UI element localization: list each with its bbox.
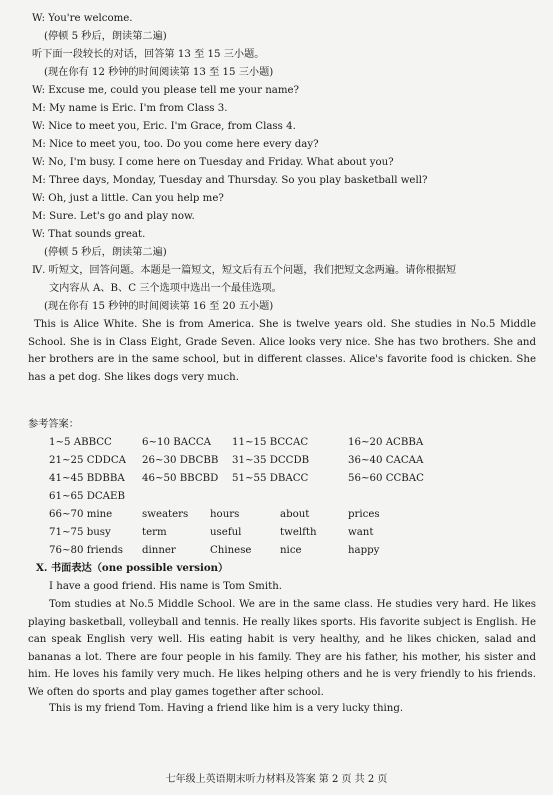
dialogue-line: W: You're welcome. bbox=[32, 13, 133, 24]
word-answer-cell: prices bbox=[348, 509, 380, 520]
dialogue-line: M: My name is Eric. I'm from Class 3. bbox=[32, 103, 228, 114]
reading-time-note: (现在你有 12 秒钟的时间阅读第 13 至 15 三小题) bbox=[44, 67, 274, 78]
section-instruction: 文内容从 A、B、C 三个选项中选出一个最佳选项。 bbox=[49, 283, 282, 294]
word-answer-cell: about bbox=[280, 509, 310, 520]
dialogue-line: W: No, I'm busy. I come here on Tuesday and Friday. What about you? bbox=[32, 157, 394, 168]
word-answer-cell: 76~80 friends bbox=[49, 545, 123, 556]
dialogue-line: M: Three days, Monday, Tuesday and Thursday. So you play basketball well? bbox=[32, 175, 428, 186]
word-answer-cell: sweaters bbox=[142, 509, 189, 520]
listening-passage: This is Alice White. She is from America. She is twelve years old. She studies in No.5 Middle School. She is in Class Eight, Grade Seven. Alice looks very nice. She has two brothers. She and her brothers are in the same school, but in different classes. Alice's favorite food is chicken. She has a pet dog. She likes dogs very much. bbox=[28, 319, 536, 383]
word-answer-cell: 66~70 mine bbox=[49, 509, 113, 520]
dialogue-line: M: Nice to meet you, too. Do you come here every day? bbox=[32, 139, 319, 150]
word-answer-cell: dinner bbox=[142, 545, 176, 556]
word-answer-cell: twelfth bbox=[280, 527, 317, 538]
word-answer-cell: happy bbox=[348, 545, 380, 556]
pause-note: (停顿 5 秒后，朗读第二遍) bbox=[44, 247, 167, 258]
answer-cell: 16~20 ACBBA bbox=[348, 437, 424, 448]
writing-paragraph: I have a good friend. His name is Tom Smith. bbox=[49, 581, 282, 592]
dialogue-line: W: That sounds great. bbox=[32, 229, 146, 240]
word-answer-cell: 71~75 busy bbox=[49, 527, 111, 538]
answer-cell: 61~65 DCAEB bbox=[49, 491, 125, 502]
word-answer-cell: nice bbox=[280, 545, 302, 556]
writing-paragraph: Tom studies at No.5 Middle School. We are in the same class. He studies very hard. He likes playing basketball, volleyball and tennis. He really likes sports. His favorite subject is English. He can speak English very well. His eating habit is very healthy, and he likes chicken, salad and bananas a lot. There are four people in his family. They are his father, his mother, his sister and him. He loves his family very much. He likes helping others and he is very friendly to his friends. We often do sports and play games together after school. bbox=[28, 599, 536, 698]
word-answer-cell: term bbox=[142, 527, 167, 538]
page-footer: 七年级上英语期末听力材料及答案 第 2 页 共 2 页 bbox=[165, 774, 388, 785]
answer-cell: 26~30 DBCBB bbox=[142, 455, 219, 466]
answer-cell: 56~60 CCBAC bbox=[348, 473, 424, 484]
reading-time-note: (现在你有 15 秒钟的时间阅读第 16 至 20 五小题) bbox=[44, 301, 274, 312]
answer-cell: 1~5 ABBCC bbox=[49, 437, 112, 448]
dialogue-line: M: Sure. Let's go and play now. bbox=[32, 211, 195, 222]
answer-cell: 36~40 CACAA bbox=[348, 455, 424, 466]
answer-cell: 21~25 CDDCA bbox=[49, 455, 126, 466]
listening-instruction: 听下面一段较长的对话，回答第 13 至 15 三小题。 bbox=[32, 49, 265, 60]
writing-heading: X. 书面表达（one possible version） bbox=[36, 562, 229, 574]
writing-paragraph: This is my friend Tom. Having a friend like him is a very lucky thing. bbox=[49, 703, 404, 714]
answer-cell: 6~10 BACCA bbox=[142, 437, 212, 448]
pause-note: (停顿 5 秒后，朗读第二遍) bbox=[44, 31, 167, 42]
word-answer-cell: hours bbox=[210, 509, 240, 520]
answer-cell: 41~45 BDBBA bbox=[49, 473, 125, 484]
word-answer-cell: useful bbox=[210, 527, 242, 538]
answer-cell: 31~35 DCCDB bbox=[232, 455, 310, 466]
section-instruction: Ⅳ. 听短文，回答问题。本题是一篇短文，短文后有五个问题，我们把短文念两遍。请你根据短 bbox=[32, 265, 457, 276]
answer-cell: 51~55 DBACC bbox=[232, 473, 309, 484]
word-answer-cell: Chinese bbox=[210, 545, 252, 556]
dialogue-line: W: Nice to meet you, Eric. I'm Grace, from Class 4. bbox=[32, 121, 296, 132]
dialogue-line: W: Oh, just a little. Can you help me? bbox=[32, 193, 224, 204]
dialogue-line: W: Excuse me, could you please tell me your name? bbox=[32, 85, 299, 96]
answer-cell: 11~15 BCCAC bbox=[232, 437, 309, 448]
answers-heading: 参考答案： bbox=[28, 419, 79, 430]
word-answer-cell: want bbox=[348, 527, 374, 538]
answer-cell: 46~50 BBCBD bbox=[142, 473, 219, 484]
